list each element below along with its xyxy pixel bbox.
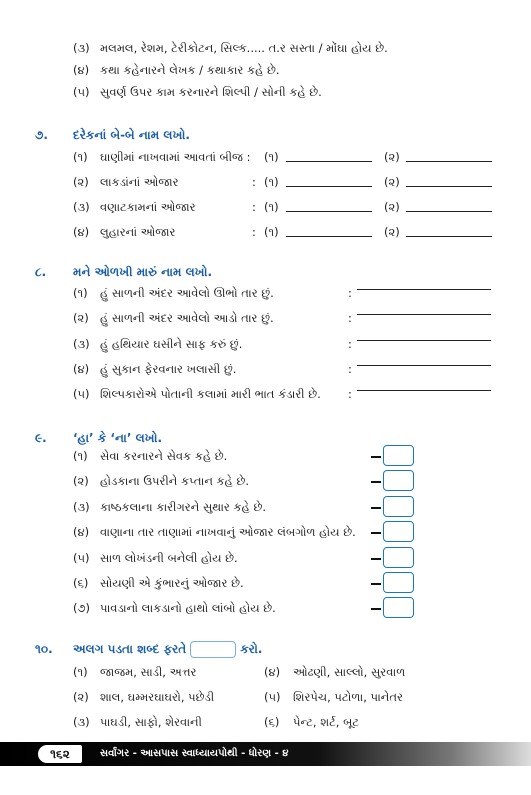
page-number: ૧૬૨ [38, 745, 82, 763]
s7-item-text: લુહારનાં ઓજાર [100, 225, 176, 239]
s8-item-text: હું સાળની અંદર આવેલો આડો તાર છું. [100, 311, 274, 325]
s8-colon: : [348, 362, 352, 376]
top-item-num-4: (૪) [73, 63, 90, 77]
dash [371, 583, 381, 585]
section-10-title-before: અલગ પડતા શબ્દ ફરતે [73, 642, 187, 656]
answer-line[interactable] [357, 340, 491, 341]
s9-item-num: (૩) [73, 500, 90, 514]
s7-item-text: વણાટકામનાં ઓજાર [100, 200, 196, 214]
s10-item-text[interactable]: શિરપેચ, પટોળા, પાનેતર [293, 690, 403, 704]
answer-line[interactable] [406, 161, 492, 162]
dash [371, 608, 381, 610]
s9-item-text: હોડકાના ઉપરીને કપ્તાન કહે છે. [100, 474, 250, 488]
s9-item-text: કાષ્ઠકલાના કારીગરને સુથાર કહે છે. [100, 500, 266, 514]
answer-line[interactable] [406, 236, 492, 237]
yes-no-answer-box[interactable] [383, 597, 414, 618]
s8-colon: : [348, 286, 352, 300]
s8-item-text: હું સુકાન ફેરવનાર ખલાસી છું. [100, 362, 237, 376]
s9-item-text: પાવડાનો લાકડાનો હાથો લાંબો હોય છે. [100, 601, 276, 615]
s10-item-text[interactable]: ઓઢણી, સાલ્લો, સુરવાળ [293, 665, 406, 679]
s9-item-text: વાણાના તાર તાણામાં નાખવાનું ઓજાર લંબગોળ હોય છે. [100, 525, 356, 539]
s10-item-text[interactable]: જાજમ, સાડી, અત્તર [100, 665, 197, 679]
section-8-number: ૮. [35, 265, 47, 279]
section-10-number: ૧૦. [35, 642, 53, 656]
yes-no-answer-box[interactable] [383, 496, 414, 517]
answer-line[interactable] [357, 314, 491, 315]
s7-item-num: (૨) [73, 175, 89, 189]
top-item-text-4: કથા કહેનારને લેખક / કથાકાર કહે છે. [100, 63, 280, 77]
yes-no-answer-box[interactable] [383, 521, 414, 542]
dash [371, 456, 381, 458]
circle-box-sample [190, 641, 236, 658]
top-item-text-3: મલમલ, રેશમ, ટેરીકોટન, સિલ્ક..... ત.ર સસ્તા / મોંઘા હોય છે. [100, 41, 388, 55]
s10-item-num: (૬) [264, 715, 280, 729]
yes-no-answer-box[interactable] [383, 445, 414, 466]
answer-line[interactable] [357, 289, 491, 290]
s7-item-num: (૩) [73, 200, 90, 214]
answer-line[interactable] [357, 390, 491, 391]
dash [371, 481, 381, 483]
section-8-title: મને ઓળખી મારું નામ લખો. [73, 265, 213, 279]
s7-item-b: (૨) [384, 175, 400, 189]
section-7-title: દરેકનાં બે-બે નામ લખો. [73, 128, 190, 142]
yes-no-answer-box[interactable] [383, 572, 414, 593]
s8-item-text: હું હથિયાર ઘસીને સાફ કરું છું. [100, 337, 243, 351]
s7-item-text: લાકડાંનાં ઓજાર [100, 175, 179, 189]
section-9-title: ‘હા’ કે ‘ના’ લખો. [73, 431, 163, 445]
answer-line[interactable] [406, 186, 492, 187]
page-footer [0, 742, 531, 766]
s9-item-text: સોયણી એ કુંભારનું ઓજાર છે. [100, 576, 244, 590]
dash [371, 507, 381, 509]
s10-item-text[interactable]: પેન્ટ, શર્ટ, બૂટ [293, 715, 360, 729]
s7-item-a: (૧) [264, 150, 279, 164]
s7-item-a: (૧) [264, 175, 279, 189]
s7-colon: : [252, 175, 256, 189]
s7-item-num: (૪) [73, 225, 90, 239]
s8-item-text: હું સાળની અંદર આવેલો ઊભો તાર છું. [100, 286, 274, 300]
answer-line[interactable] [286, 186, 372, 187]
s8-item-num: (૨) [73, 311, 89, 325]
s10-item-num: (૧) [73, 665, 88, 679]
s10-item-num: (૪) [264, 665, 281, 679]
s7-colon: : [252, 200, 256, 214]
s7-item-b: (૨) [384, 150, 400, 164]
s7-colon: : [252, 225, 256, 239]
s9-item-text: સાળ લોખંડની બનેલી હોય છે. [100, 551, 238, 565]
s7-item-text: ઘાણીમાં નાખવામાં આવતાં બીજ : [100, 150, 251, 164]
answer-line[interactable] [286, 161, 372, 162]
dash [371, 532, 381, 534]
section-10-title-after: કરો. [240, 642, 263, 656]
s10-item-text[interactable]: શાલ, ઘમ્મરઘાઘરો, પછેડી [100, 690, 215, 704]
s8-item-num: (૩) [73, 337, 90, 351]
top-item-num-3: (૩) [73, 41, 90, 55]
s10-item-num: (૨) [73, 690, 89, 704]
top-item-num-5: (૫) [73, 85, 90, 99]
s7-item-num: (૧) [73, 150, 88, 164]
s8-item-num: (૪) [73, 362, 90, 376]
s7-item-a: (૧) [264, 225, 279, 239]
s8-item-num: (૫) [73, 387, 90, 401]
answer-line[interactable] [286, 236, 372, 237]
s9-item-num: (૭) [73, 601, 90, 615]
s10-item-num: (૫) [264, 690, 281, 704]
dash [371, 558, 381, 560]
yes-no-answer-box[interactable] [383, 547, 414, 568]
s9-item-num: (૧) [73, 449, 88, 463]
s10-item-text[interactable]: પાઘડી, સાફો, શેરવાની [100, 715, 202, 729]
footer-book-title: સર્વાંગર - આસપાસ સ્વાધ્યાયપોથી - ધોરણ - ૪ [100, 748, 289, 759]
section-7-number: ૭. [35, 128, 48, 142]
s8-colon: : [348, 387, 352, 401]
section-10-title [73, 641, 262, 658]
s8-item-num: (૧) [73, 286, 88, 300]
s9-item-num: (૫) [73, 551, 90, 565]
s8-colon: : [348, 337, 352, 351]
s9-item-text: સેવા કરનારને સેવક કહે છે. [100, 449, 228, 463]
answer-line[interactable] [357, 365, 491, 366]
s7-item-b: (૨) [384, 225, 400, 239]
s10-item-num: (૩) [73, 715, 90, 729]
top-item-text-5: સુવર્ણ ઉપર કામ કરનારને શિલ્પી / સોની કહે છે. [100, 85, 322, 99]
yes-no-answer-box[interactable] [383, 470, 414, 491]
s7-item-b: (૨) [384, 200, 400, 214]
answer-line[interactable] [286, 211, 372, 212]
s8-colon: : [348, 311, 352, 325]
s7-item-a: (૧) [264, 200, 279, 214]
s9-item-num: (૬) [73, 576, 89, 590]
answer-line[interactable] [406, 211, 492, 212]
s9-item-num: (૪) [73, 525, 90, 539]
s8-item-text: શિલ્પકારોએ પોતાની કલામાં મારી ભાત કંડારી છે. [100, 387, 321, 401]
section-9-number: ૯. [35, 431, 47, 445]
s9-item-num: (૨) [73, 474, 89, 488]
